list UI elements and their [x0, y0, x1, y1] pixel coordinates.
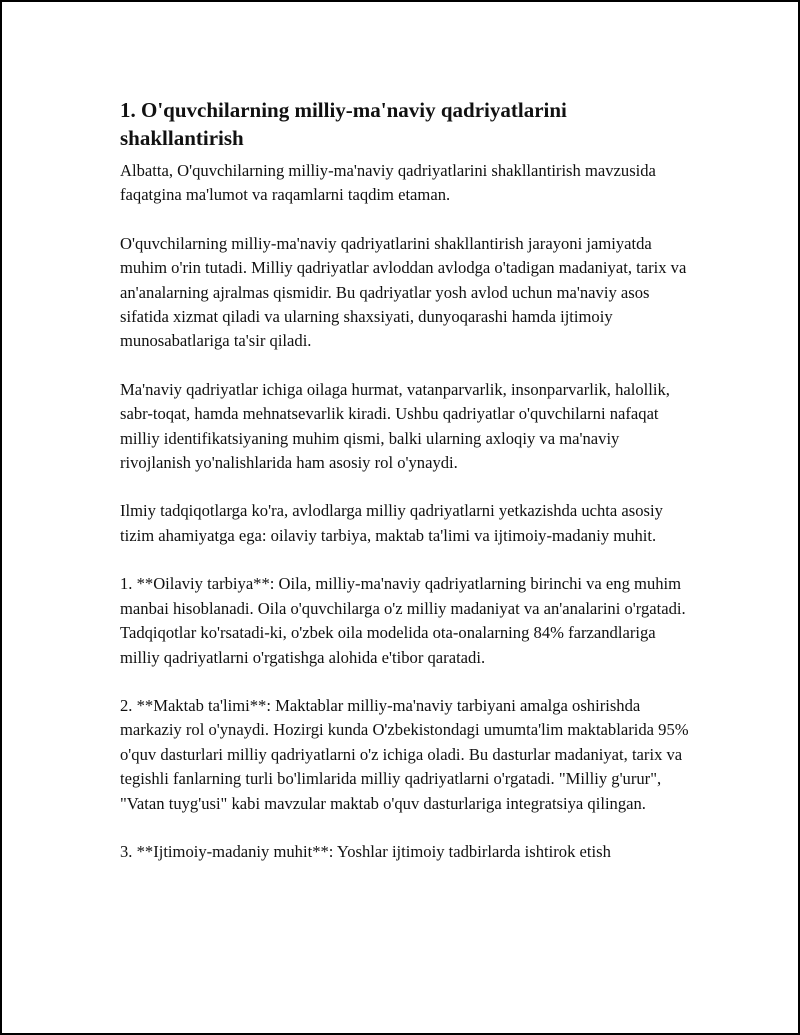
paragraph-research: Ilmiy tadqiqotlarga ko'ra, avlodlarga milliy qadriyatlarni yetkazishda uchta asosiy tizim ahamiyatga ega: oilaviy tarbiya, maktab ta'limi va ijtimoiy-madaniy muhit.	[120, 501, 663, 545]
document-body	[120, 96, 690, 888]
paragraph-overview: O'quvchilarning milliy-ma'naviy qadriyatlarini shakllantirish jarayoni jamiyatda muhim o'rin tutadi. Milliy qadriyatlar avloddan avlodga o'tadigan madaniyat, tarix va an'analarning ajralmas qismidir. Bu qadriyatlar yosh avlod uchun ma'naviy asos sifatida xizmat qiladi va ularning shaxsiyati, dunyoqarashi hamda ijtimoiy munosabatlariga ta'sir qiladi.	[120, 233, 687, 351]
paragraph-intro: Albatta, O'quvchilarning milliy-ma'naviy qadriyatlarini shakllantirish mavzusida faqatgina ma'lumot va raqamlarni taqdim etaman.	[120, 161, 656, 205]
paragraph-social-cultural: 3. **Ijtimoiy-madaniy muhit**: Yoshlar ijtimoiy tadbirlarda ishtirok etish	[120, 841, 611, 861]
document-title: 1. O'quvchilarning milliy-ma'naviy qadriyatlarini shakllantirish	[120, 98, 567, 150]
paragraph-values: Ma'naviy qadriyatlar ichiga oilaga hurmat, vatanparvarlik, insonparvarlik, halollik, sabr-toqat, hamda mehnatsevarlik kiradi. Ushbu qadriyatlar o'quvchilarni nafaqat milliy identifikatsiyaning muhim qismi, balki ularning axloqiy va ma'naviy rivojlanish yo'nalishlarida ham asosiy rol o'ynaydi.	[120, 379, 670, 473]
paragraph-family-education: 1. **Oilaviy tarbiya**: Oila, milliy-ma'naviy qadriyatlarning birinchi va eng muhim manbai hisoblanadi. Oila o'quvchilarga o'z milliy madaniyat va an'analarini o'rgatadi. Tadqiqotlar ko'rsatadi-ki, o'zbek oila modelida ota-onalarning 84% farzandlariga milliy qadriyatlarni o'rgatishga alohida e'tibor qaratadi.	[120, 574, 686, 667]
paragraph-school-education: 2. **Maktab ta'limi**: Maktablar milliy-ma'naviy tarbiyani amalga oshirishda markaziy rol o'ynaydi. Hozirgi kunda O'zbekistondagi umumta'lim maktablarida 95% o'quv dasturlari milliy qadriyatlarni o'z ichiga oladi. Bu dasturlar madaniyat, tarix va tegishli fanlarning turli bo'limlarida milliy qadriyatlarni o'rgatadi. "Milliy g'urur", "Vatan tuyg'usi" kabi mavzular maktab o'quv dasturlariga integratsiya qilingan.	[120, 695, 689, 813]
